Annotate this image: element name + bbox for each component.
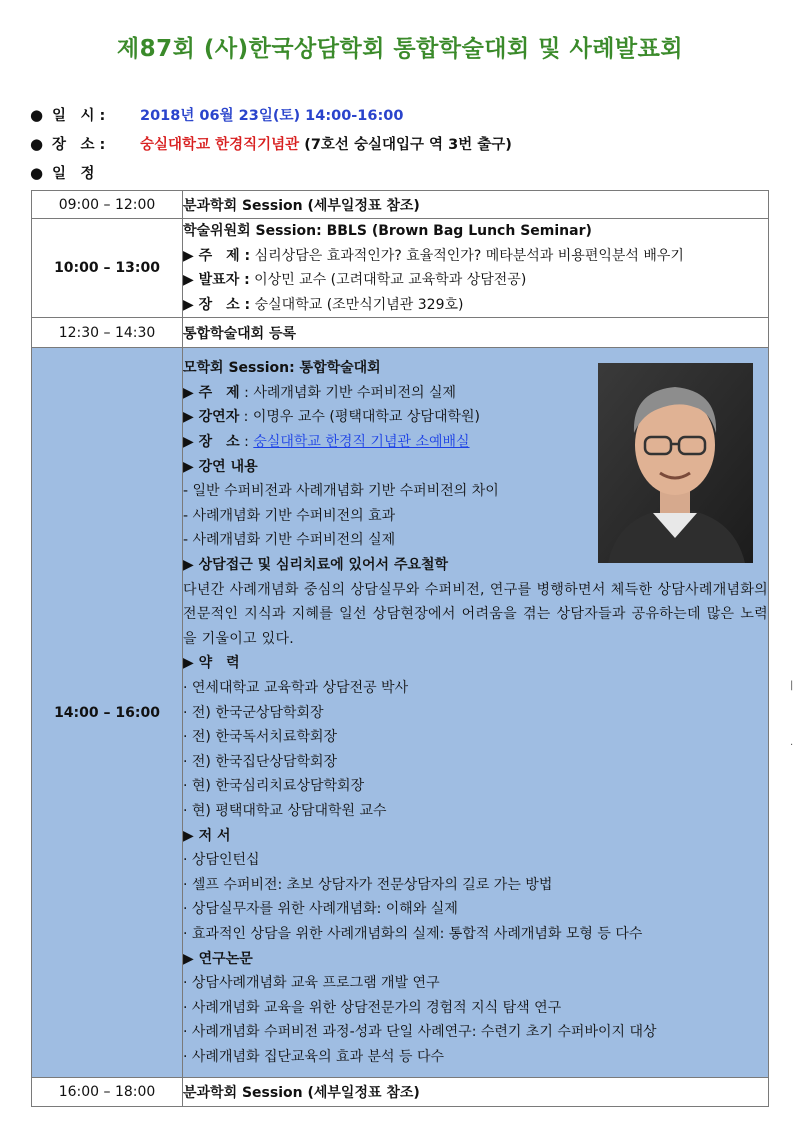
place-value: 숭실대학교 한경직기념관 [140, 137, 300, 153]
list-item: · 사례개념화 집단교육의 효과 분석 등 다수 [183, 1048, 445, 1065]
list-item: · 사례개념화 교육을 위한 상담전문가의 경험적 지식 탐색 연구 [183, 999, 562, 1016]
place-label: 장 소 : [52, 137, 106, 153]
bullet-icon: ● [30, 164, 44, 182]
list-item: · 전) 한국집단상담학회장 [183, 753, 338, 770]
list-item: · 상담인턴십 [183, 852, 260, 869]
item-label: ▶ 발표자 : [183, 272, 250, 289]
list-item: - 사례개념화 기반 수퍼비전의 실제 [183, 532, 396, 549]
page-title: 제87회 (사)한국상담학회 통합학술대회 및 사례발표회 [116, 36, 684, 62]
item-label: ▶ 장 소 : [183, 296, 251, 313]
list-item: · 상담사례개념화 교육 프로그램 개발 연구 [183, 975, 440, 992]
item-text: 숭실대학교 (조만식기념관 329호) [254, 296, 464, 313]
table-row [32, 191, 769, 219]
venue-link[interactable]: 숭실대학교 한경직 기념관 소예배실 [253, 434, 470, 451]
time-cell: 10:00 – 13:00 [32, 219, 183, 318]
list-item: · 연세대학교 교육학과 상담전공 박사 [183, 679, 409, 696]
place-row [30, 133, 512, 154]
desc-cell: 분과학회 Session (세부일정표 참조) [183, 191, 769, 219]
section-heading: ▶ 연구논문 [183, 950, 253, 967]
list-item: · 효과적인 상담을 위한 사례개념화의 실제: 통합적 사례개념화 모형 등 다수 [183, 925, 643, 942]
list-item [183, 268, 768, 293]
date-label: 일 시 : [52, 108, 106, 124]
list-item: · 전) 한국군상담학회장 [183, 704, 324, 721]
list-item: - 일반 수퍼비전과 사례개념화 기반 수퍼비전의 차이 [183, 483, 499, 500]
philosophy-text: 다년간 사례개념화 중심의 상담실무와 수퍼비전, 연구를 병행하면서 체득한 상담사례개념화의 전문적인 지식과 지혜를 일선 상담현장에서 어려움을 겪는 상담자들과 공유하는데 많은 노력을 기울이고 있다. [183, 581, 768, 647]
time-cell: 16:00 – 18:00 [32, 1078, 183, 1107]
date-row [30, 104, 403, 125]
item-label: ▶ 주 제 [183, 384, 240, 401]
desc-cell: 통합학술대회 등록 [183, 318, 769, 348]
bullet-icon: ● [30, 135, 44, 153]
session-heading: 모학회 Session: 통합학술대회 [183, 360, 381, 377]
section-heading: ▶ 강연 내용 [183, 458, 258, 475]
date-value: 2018년 06월 23일(토) 14:00-16:00 [140, 108, 404, 124]
list-item: · 현) 평택대학교 상담대학원 교수 [183, 802, 387, 819]
item-text: : 이명우 교수 (평택대학교 상담대학원) [243, 409, 480, 426]
desc-cell [183, 219, 769, 318]
list-item: - 사례개념화 기반 수퍼비전의 효과 [183, 507, 396, 524]
speaker-photo [598, 363, 753, 563]
time-cell: 14:00 – 16:00 [32, 348, 183, 1078]
section-heading: ▶ 약 력 [183, 655, 240, 672]
item-text: 이상민 교수 (고려대학교 교육학과 상담전공) [254, 272, 527, 289]
table-row [32, 219, 769, 318]
list-item: · 전) 한국독서치료학회장 [183, 729, 338, 746]
table-row [32, 318, 769, 348]
edge-mark: | [790, 680, 794, 691]
place-extra: (7호선 숭실대입구 역 3번 출구) [304, 137, 512, 153]
list-item: · 사례개념화 수퍼비전 과정-성과 단일 사례연구: 수련기 초기 수퍼바이지 대상 [183, 1024, 657, 1041]
item-label: ▶ 주 제 : [183, 247, 251, 264]
item-text: 심리상담은 효과적인가? 효율적인가? 메타분석과 비용편익분석 배우기 [254, 247, 684, 264]
edge-mark: · [790, 740, 794, 751]
list-item [183, 293, 768, 318]
section-heading: ▶ 저 서 [183, 827, 231, 844]
item-label: ▶ 장 소 [183, 434, 240, 451]
venue-colon: : [244, 434, 249, 451]
schedule-row [30, 162, 140, 183]
speaker-portrait-icon [598, 363, 753, 563]
list-item [183, 244, 768, 269]
time-cell: 12:30 – 14:30 [32, 318, 183, 348]
desc-cell: 분과학회 Session (세부일정표 참조) [183, 1078, 769, 1107]
section-heading: ▶ 상담접근 및 심리치료에 있어서 주요철학 [183, 557, 449, 574]
item-label: ▶ 강연자 [183, 409, 240, 426]
time-cell: 09:00 – 12:00 [32, 191, 183, 219]
item-text: : 사례개념화 기반 수퍼비전의 실제 [244, 384, 457, 401]
list-item: · 셀프 수퍼비전: 초보 상담자가 전문상담자의 길로 가는 방법 [183, 876, 553, 893]
table-row [32, 1078, 769, 1107]
list-item: · 현) 한국심리치료상담학회장 [183, 778, 365, 795]
bullet-icon: ● [30, 106, 44, 124]
session-heading: 학술위원회 Session: BBLS (Brown Bag Lunch Seminar) [183, 223, 592, 239]
schedule-label: 일 정 [52, 166, 95, 182]
schedule-table [31, 190, 769, 1107]
list-item: · 상담실무자를 위한 사례개념화: 이해와 실제 [183, 901, 458, 918]
